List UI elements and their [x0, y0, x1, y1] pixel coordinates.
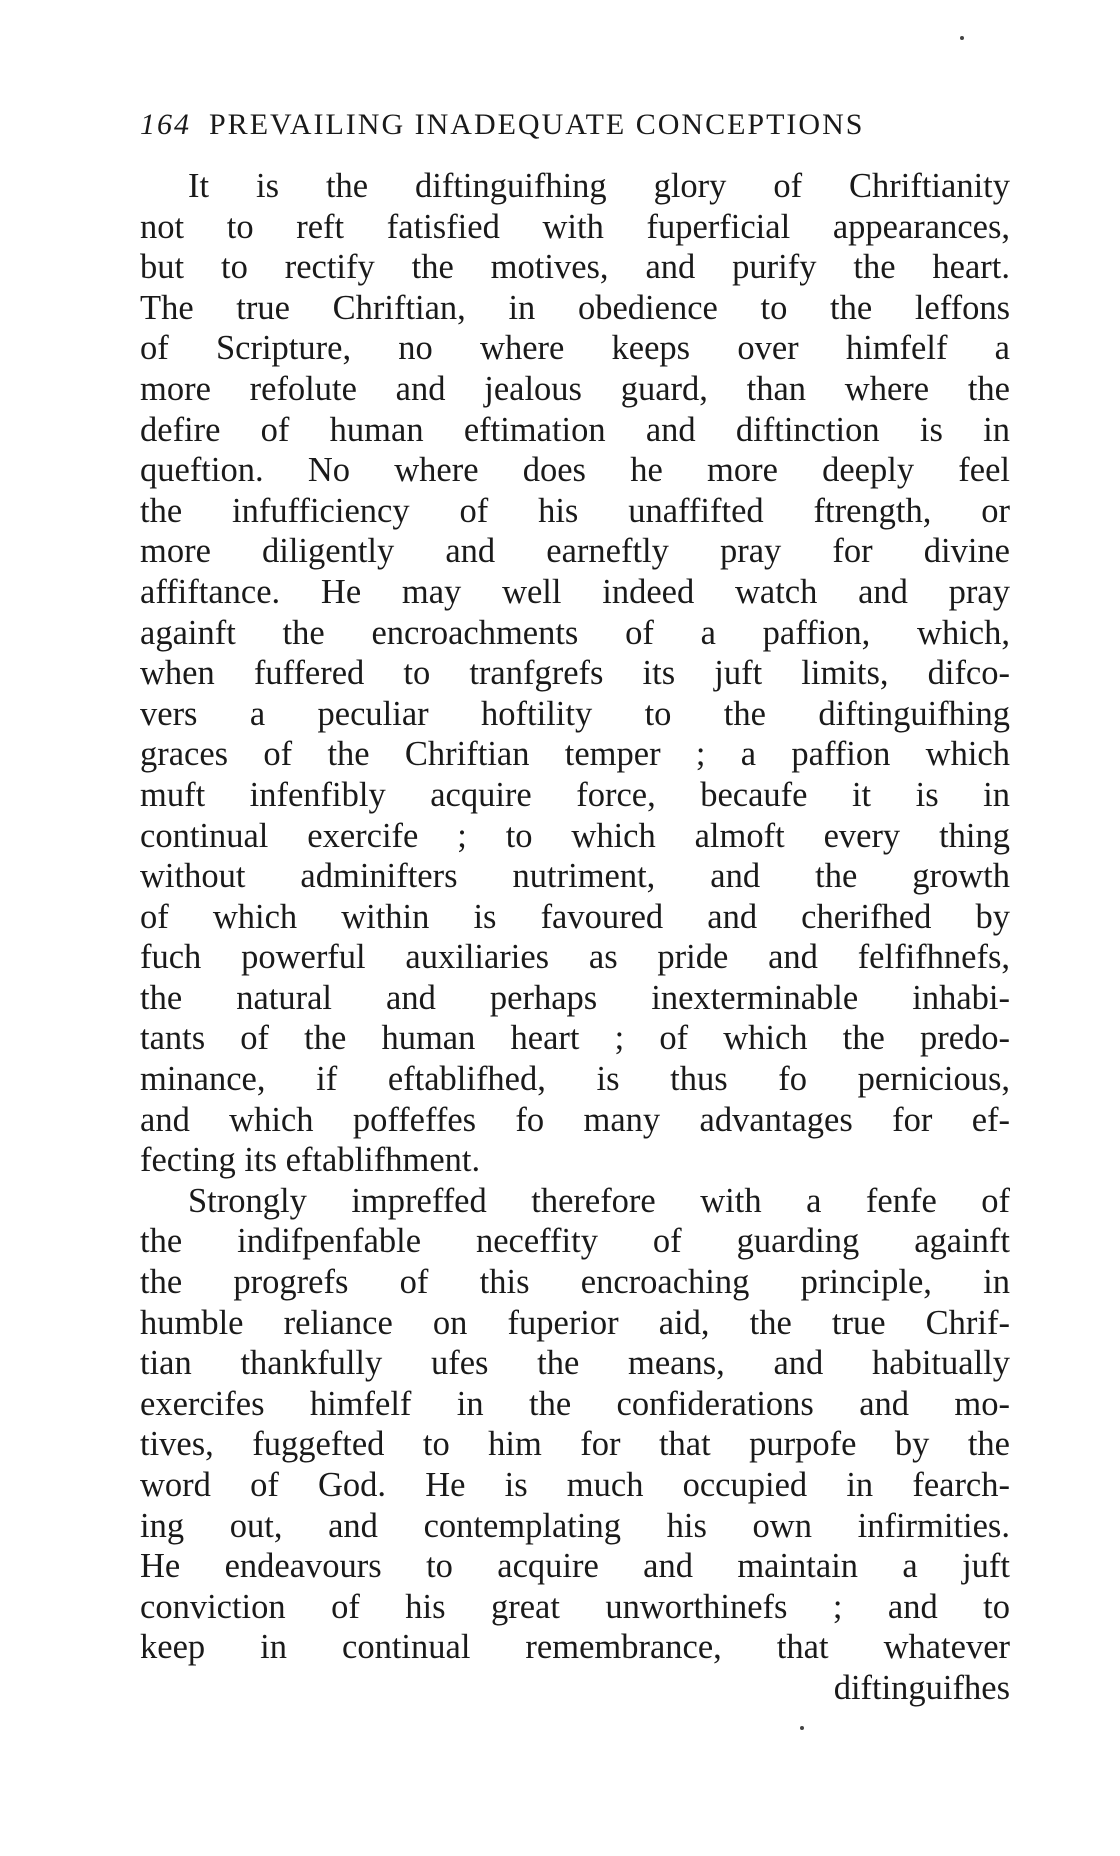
- page-number: 164: [140, 108, 191, 141]
- text-line: and which poffeffes fo many advantages for ef-: [140, 1100, 1010, 1139]
- text-line: more diligently and earneftly pray for divine: [140, 532, 1010, 571]
- body-text: [140, 166, 1010, 1709]
- text-line: tants of the human heart ; of which the predo-: [140, 1019, 1010, 1058]
- text-line: of which within is favoured and cherifhed by: [140, 897, 1010, 936]
- running-header: [140, 108, 1030, 148]
- text-line: fuch powerful auxiliaries as pride and felfifhnefs,: [140, 938, 1010, 977]
- text-line: word of God. He is much occupied in fearch-: [140, 1466, 1010, 1504]
- text-line: muft infenfibly acquire force, becaufe it is in: [140, 775, 1010, 814]
- text-line: affiftance. He may well indeed watch and pray: [140, 572, 1010, 611]
- text-line: minance, if eftablifhed, is thus fo pernicious,: [140, 1060, 1010, 1099]
- text-line: the progrefs of this encroaching principle, in: [140, 1263, 1010, 1302]
- text-line: queftion. No where does he more deeply feel: [140, 451, 1010, 490]
- text-line: when fuffered to tranfgrefs its juft limits, difco-: [140, 654, 1010, 693]
- paragraph-2: [140, 1181, 1010, 1668]
- catchword: diftinguifhes: [833, 1668, 1010, 1707]
- text-line: not to reft fatisfied with fuperficial appearances,: [140, 207, 1010, 246]
- text-line: fecting its eftablifhment.: [140, 1141, 481, 1180]
- text-line: againft the encroachments of a paffion, which,: [140, 613, 1010, 652]
- text-line: continual exercife ; to which almoft every thing: [140, 816, 1010, 855]
- text-line: of Scripture, no where keeps over himfelf a: [140, 329, 1010, 368]
- text-line: without adminifters nutriment, and the growth: [140, 857, 1010, 896]
- paragraph-1: [140, 166, 1010, 1181]
- text-line: graces of the Chriftian temper ; a paffion which: [140, 735, 1010, 774]
- text-line: the indifpenfable neceffity of guarding againft: [140, 1222, 1010, 1261]
- text-line: conviction of his great unworthinefs ; and to: [140, 1587, 1010, 1626]
- text-line: the natural and perhaps inexterminable inhabi-: [140, 978, 1010, 1017]
- text-line: tian thankfully ufes the means, and habitually: [140, 1344, 1010, 1383]
- text-line: exercifes himfelf in the confiderations and mo-: [140, 1384, 1010, 1423]
- text-line: more refolute and jealous guard, than where the: [140, 369, 1010, 408]
- text-line: humble reliance on fuperior aid, the true Chrif-: [140, 1303, 1010, 1342]
- text-line: vers a peculiar hoftility to the diftinguifhing: [140, 694, 1010, 733]
- text-line: keep in continual remembrance, that whatever: [140, 1628, 1010, 1667]
- running-title: PREVAILING INADEQUATE CONCEPTIONS: [209, 108, 865, 141]
- text-line: but to rectify the motives, and purify the heart.: [140, 248, 1010, 287]
- ink-speck: [800, 1726, 804, 1730]
- text-line: the infufficiency of his unaffifted ftrength, or: [140, 491, 1010, 530]
- text-line: defire of human eftimation and diftinction is in: [140, 410, 1010, 449]
- text-line: ing out, and contemplating his own infirmities.: [140, 1506, 1010, 1545]
- text-line: It is the diftinguifhing glory of Chriftianity: [188, 167, 1010, 205]
- text-line: Strongly impreffed therefore with a fenfe of: [188, 1181, 1010, 1220]
- text-line: He endeavours to acquire and maintain a juft: [140, 1547, 1010, 1586]
- ink-speck: [960, 36, 964, 40]
- text-line: The true Chriftian, in obedience to the leffons: [140, 288, 1010, 327]
- text-line: tives, fuggefted to him for that purpofe by the: [140, 1425, 1010, 1464]
